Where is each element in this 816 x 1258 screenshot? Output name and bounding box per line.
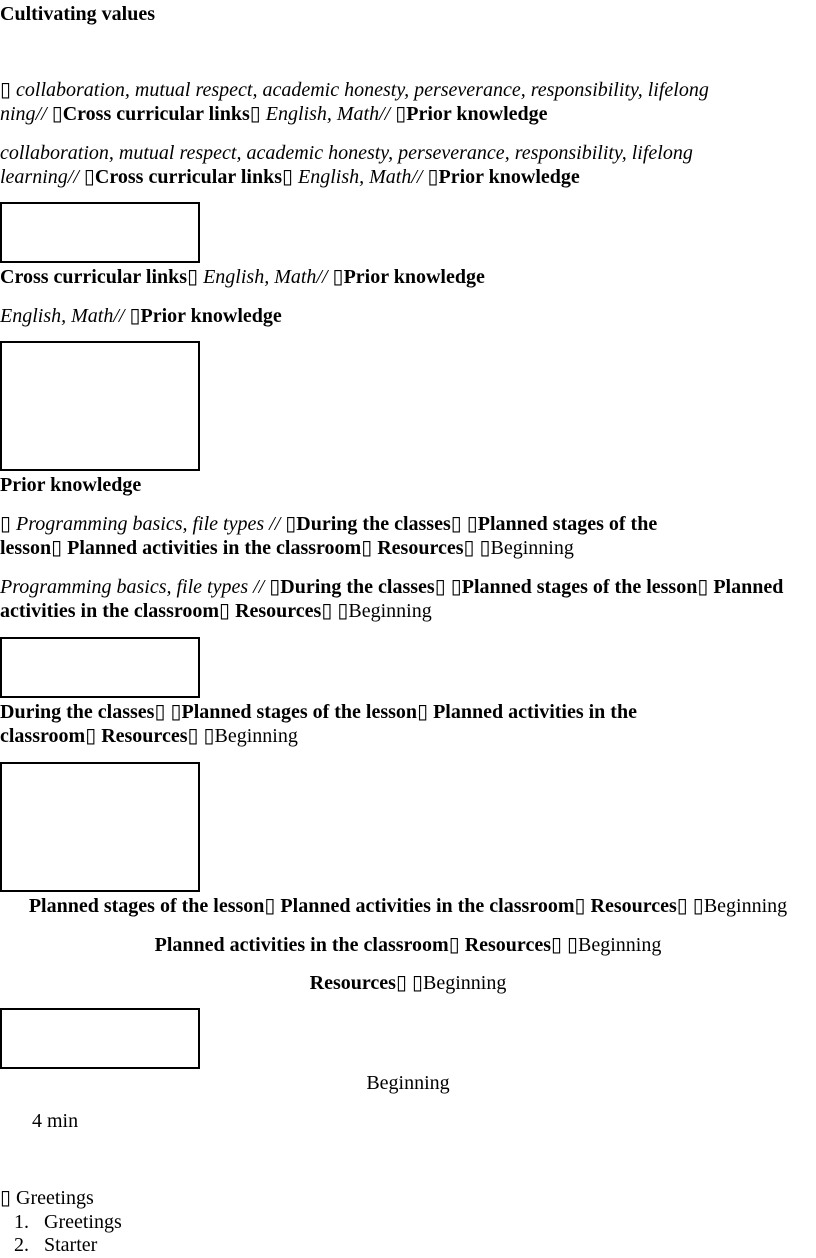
prior-value-line-2: lesson▯ Planned activities in the classroom▯ Resources▯ ▯Beginning [0,537,574,559]
values-repeat-line-1: collaboration, mutual respect, academic honesty, perseverance, responsibility, lifelong [0,142,693,164]
beginning-label: Beginning [366,1072,450,1094]
prior-value-line-1: ▯ Programming basics, file types // ▯During the classes▯ ▯Planned stages of the [0,513,658,535]
values-repeat-line-2: learning// ▯Cross curricular links▯ English, Math// ▯Prior knowledge [0,166,580,188]
greetings-line: ▯ Greetings [0,1187,94,1209]
section-heading: Cultivating values [0,3,156,25]
list-number: 1. [14,1211,29,1233]
list-number: 2. [14,1234,29,1256]
english-math-line: English, Math// ▯Prior knowledge [0,305,282,327]
values-block-line-1 [0,78,709,102]
empty-box-1 [0,202,200,263]
list-text: Starter [44,1234,98,1256]
values-text: collaboration, mutual respect, academic honesty, perseverance, responsibility, lifelong [16,79,709,101]
cross-value: English, Math [265,103,380,125]
time-label: 4 min [32,1110,79,1132]
empty-box-2 [0,341,200,471]
resources-line: Resources▯ ▯Beginning [309,972,507,994]
prior-knowledge-heading: Prior knowledge [0,474,142,496]
during-line-2: classroom▯ Resources▯ ▯Beginning [0,725,298,747]
planned-stages-line: Planned stages of the lesson▯ Planned activities in the classroom▯ Resources▯ ▯Beginning [28,895,788,917]
cross-label: Cross curricular links [62,103,250,125]
slash: // [35,103,47,125]
prior-label: Prior knowledge [406,103,548,125]
glyph: ▯ [0,79,12,101]
prior-value-repeat-line-2: activities in the classroom▯ Resources▯ ▯Beginning [0,600,432,622]
during-line-1: During the classes▯ ▯Planned stages of the lesson▯ Planned activities in the [0,701,637,723]
prior-value-repeat-line-1: Programming basics, file types // ▯During the classes▯ ▯Planned stages of the lesson▯ Planned [0,576,784,598]
list-item [14,1233,97,1257]
planned-activities-line: Planned activities in the classroom▯ Resources▯ ▯Beginning [154,934,662,956]
empty-box-4 [0,762,200,892]
cross-curricular-line: Cross curricular links▯ English, Math// ▯Prior knowledge [0,266,485,288]
list-text: Greetings [44,1211,122,1233]
values-tail-partial: ning [0,103,36,125]
empty-box-3 [0,637,200,698]
list-item [14,1210,122,1234]
empty-box-5 [0,1008,200,1069]
values-block-line-2: ning// ▯Cross curricular links▯ English, Math// ▯Prior knowledge [0,103,548,125]
